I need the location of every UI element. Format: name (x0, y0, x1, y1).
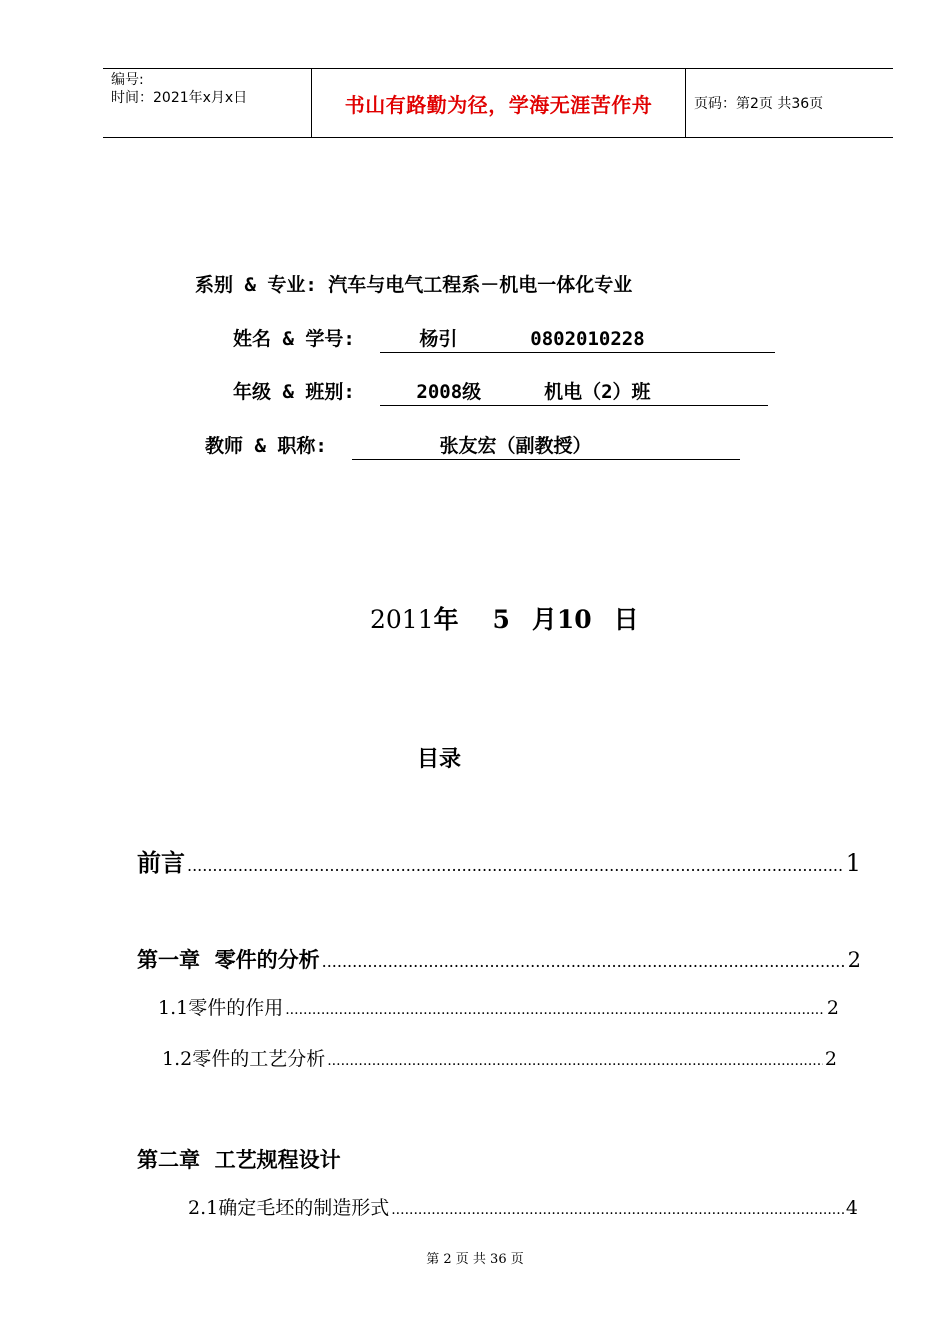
toc-entry-page: 2 (824, 1048, 837, 1070)
toc-entry-page: 2 (826, 997, 839, 1019)
toc-entry[interactable] (137, 944, 861, 974)
grade-field (380, 379, 768, 406)
name-value: 杨引 (419, 328, 458, 350)
toc-entry-label: 1.1零件的作用 (158, 997, 284, 1019)
dept-label: 系别 & 专业: (195, 274, 317, 296)
toc-leader-dots (285, 1002, 825, 1018)
toc-leader-dots (187, 856, 844, 875)
page-header (103, 68, 893, 138)
dept-value: 汽车与电气工程系－机电一体化专业 (328, 274, 633, 296)
toc-entry-label: 前言 (137, 849, 185, 877)
name-row (233, 324, 775, 353)
header-page-info: 页码：第2页 共36页 (694, 96, 824, 112)
toc-entry-label: 第二章 工艺规程设计 (137, 1148, 341, 1172)
date-month-char: 月 (531, 605, 557, 634)
dept-row (195, 270, 632, 297)
toc-entry[interactable] (188, 1193, 858, 1220)
date-day-char: 日 (613, 605, 639, 634)
date-year: 2011 (370, 605, 434, 634)
time-label: 时间：2021年x月x日 (111, 90, 248, 106)
name-field (380, 326, 775, 353)
toc-entry[interactable] (162, 1044, 837, 1071)
toc-leader-dots (322, 952, 846, 971)
document-date (370, 600, 639, 636)
toc-entry-label: 2.1确定毛坯的制造形式 (188, 1197, 390, 1219)
toc-leader-dots (391, 1202, 844, 1218)
toc-entry-page: 4 (845, 1197, 858, 1219)
teacher-value: 张友宏（副教授） (439, 435, 592, 457)
teacher-row (205, 431, 740, 460)
header-meta (103, 69, 312, 137)
toc-entry-page: 2 (847, 948, 861, 972)
date-year-char: 年 (433, 605, 459, 634)
toc-entry-page: 1 (845, 849, 861, 877)
toc-entry-label: 第一章 零件的分析 (137, 948, 320, 972)
toc-entry[interactable] (137, 843, 861, 878)
page-footer: 第 2 页 共 36 页 (426, 1252, 524, 1267)
name-label: 姓名 & 学号: (233, 328, 355, 350)
grade-row (233, 377, 768, 406)
grade-label: 年级 & 班别: (233, 381, 355, 403)
number-label: 编号: (111, 72, 144, 88)
toc-entry[interactable] (137, 1144, 341, 1174)
class-value: 机电（2）班 (544, 381, 651, 403)
toc-leader-dots (327, 1053, 823, 1069)
toc-entry[interactable] (158, 993, 839, 1020)
date-month: 5 (492, 605, 510, 634)
student-id-value: 0802010228 (530, 328, 645, 350)
grade-value: 2008级 (416, 381, 482, 403)
toc-title: 目录 (417, 747, 462, 772)
toc-entry-label: 1.2零件的工艺分析 (162, 1048, 326, 1070)
date-day: 10 (556, 605, 592, 634)
teacher-label: 教师 & 职称: (205, 435, 327, 457)
teacher-field (352, 433, 740, 460)
header-motto: 书山有路勤为径，学海无涯苦作舟 (312, 69, 686, 137)
